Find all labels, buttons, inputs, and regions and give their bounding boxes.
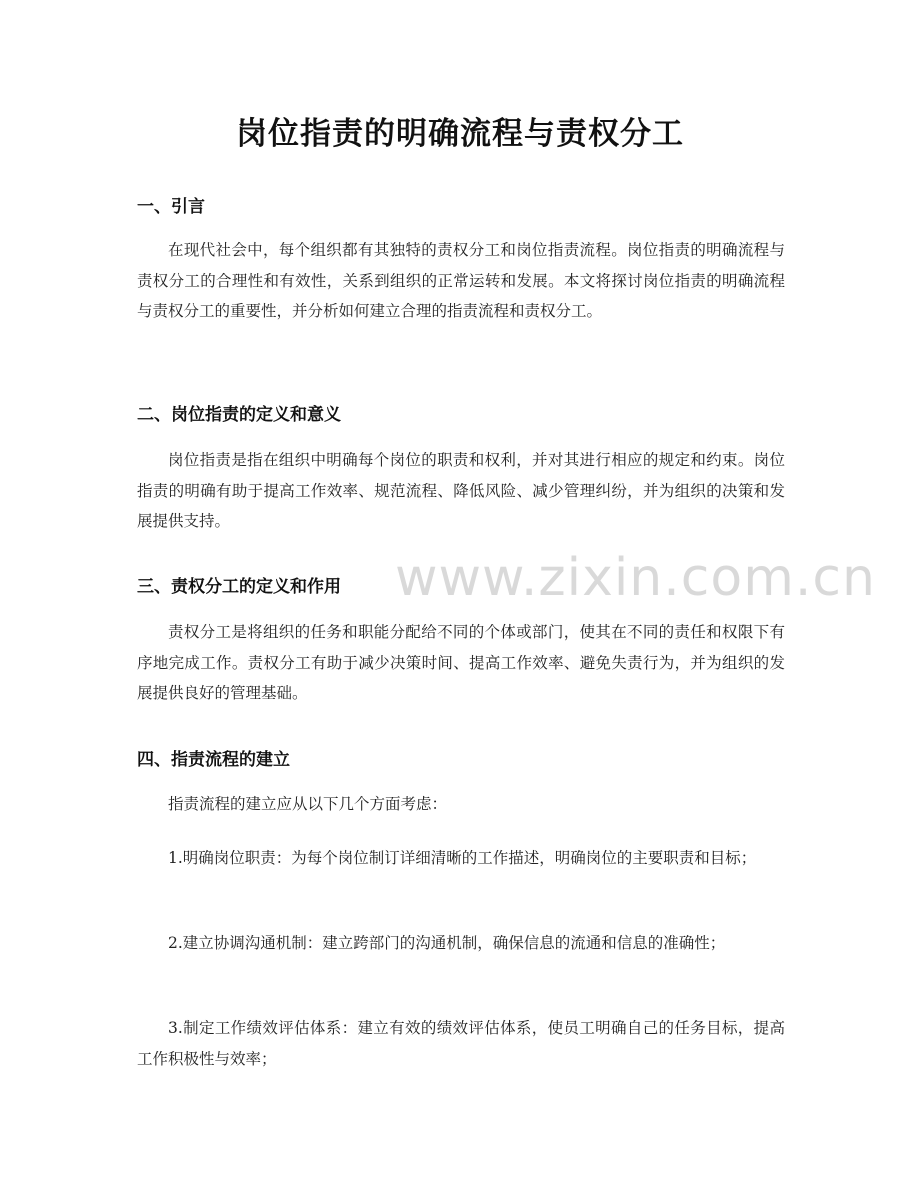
paragraph-process-intro: 指责流程的建立应从以下几个方面考虑：	[168, 795, 448, 813]
section-heading-duty-definition: 二、岗位指责的定义和意义	[137, 405, 341, 425]
list-item-3: 3.制定工作绩效评估体系：建立有效的绩效评估体系，使员工明确自己的任务目标，提高工作积极性与效率；	[137, 1019, 785, 1068]
paragraph-intro: 在现代社会中，每个组织都有其独特的责权分工和岗位指责流程。岗位指责的明确流程与责权分工的合理性和有效性，关系到组织的正常运转和发展。本文将探讨岗位指责的明确流程与责权分工的重要性，并分析如何建立合理的指责流程和责权分工。	[137, 241, 785, 320]
section-heading-intro: 一、引言	[137, 197, 205, 217]
list-item-1: 1.明确岗位职责：为每个岗位制订详细清晰的工作描述，明确岗位的主要职责和目标；	[168, 849, 757, 867]
list-item-2: 2.建立协调沟通机制：建立跨部门的沟通机制，确保信息的流通和信息的准确性；	[168, 934, 726, 952]
page-title: 岗位指责的明确流程与责权分工	[236, 116, 684, 152]
paragraph-division-definition: 责权分工是将组织的任务和职能分配给不同的个体或部门，使其在不同的责任和权限下有序地完成工作。责权分工有助于减少决策时间、提高工作效率、避免失责行为，并为组织的发展提供良好的管理基础。	[137, 623, 785, 702]
section-heading-process: 四、指责流程的建立	[137, 750, 290, 770]
section-heading-division-definition: 三、责权分工的定义和作用	[137, 577, 341, 597]
paragraph-duty-definition: 岗位指责是指在组织中明确每个岗位的职责和权利，并对其进行相应的规定和约束。岗位指责的明确有助于提高工作效率、规范流程、降低风险、减少管理纠纷，并为组织的决策和发展提供支持。	[137, 451, 785, 530]
watermark: www.zixin.com.cn	[395, 548, 876, 608]
